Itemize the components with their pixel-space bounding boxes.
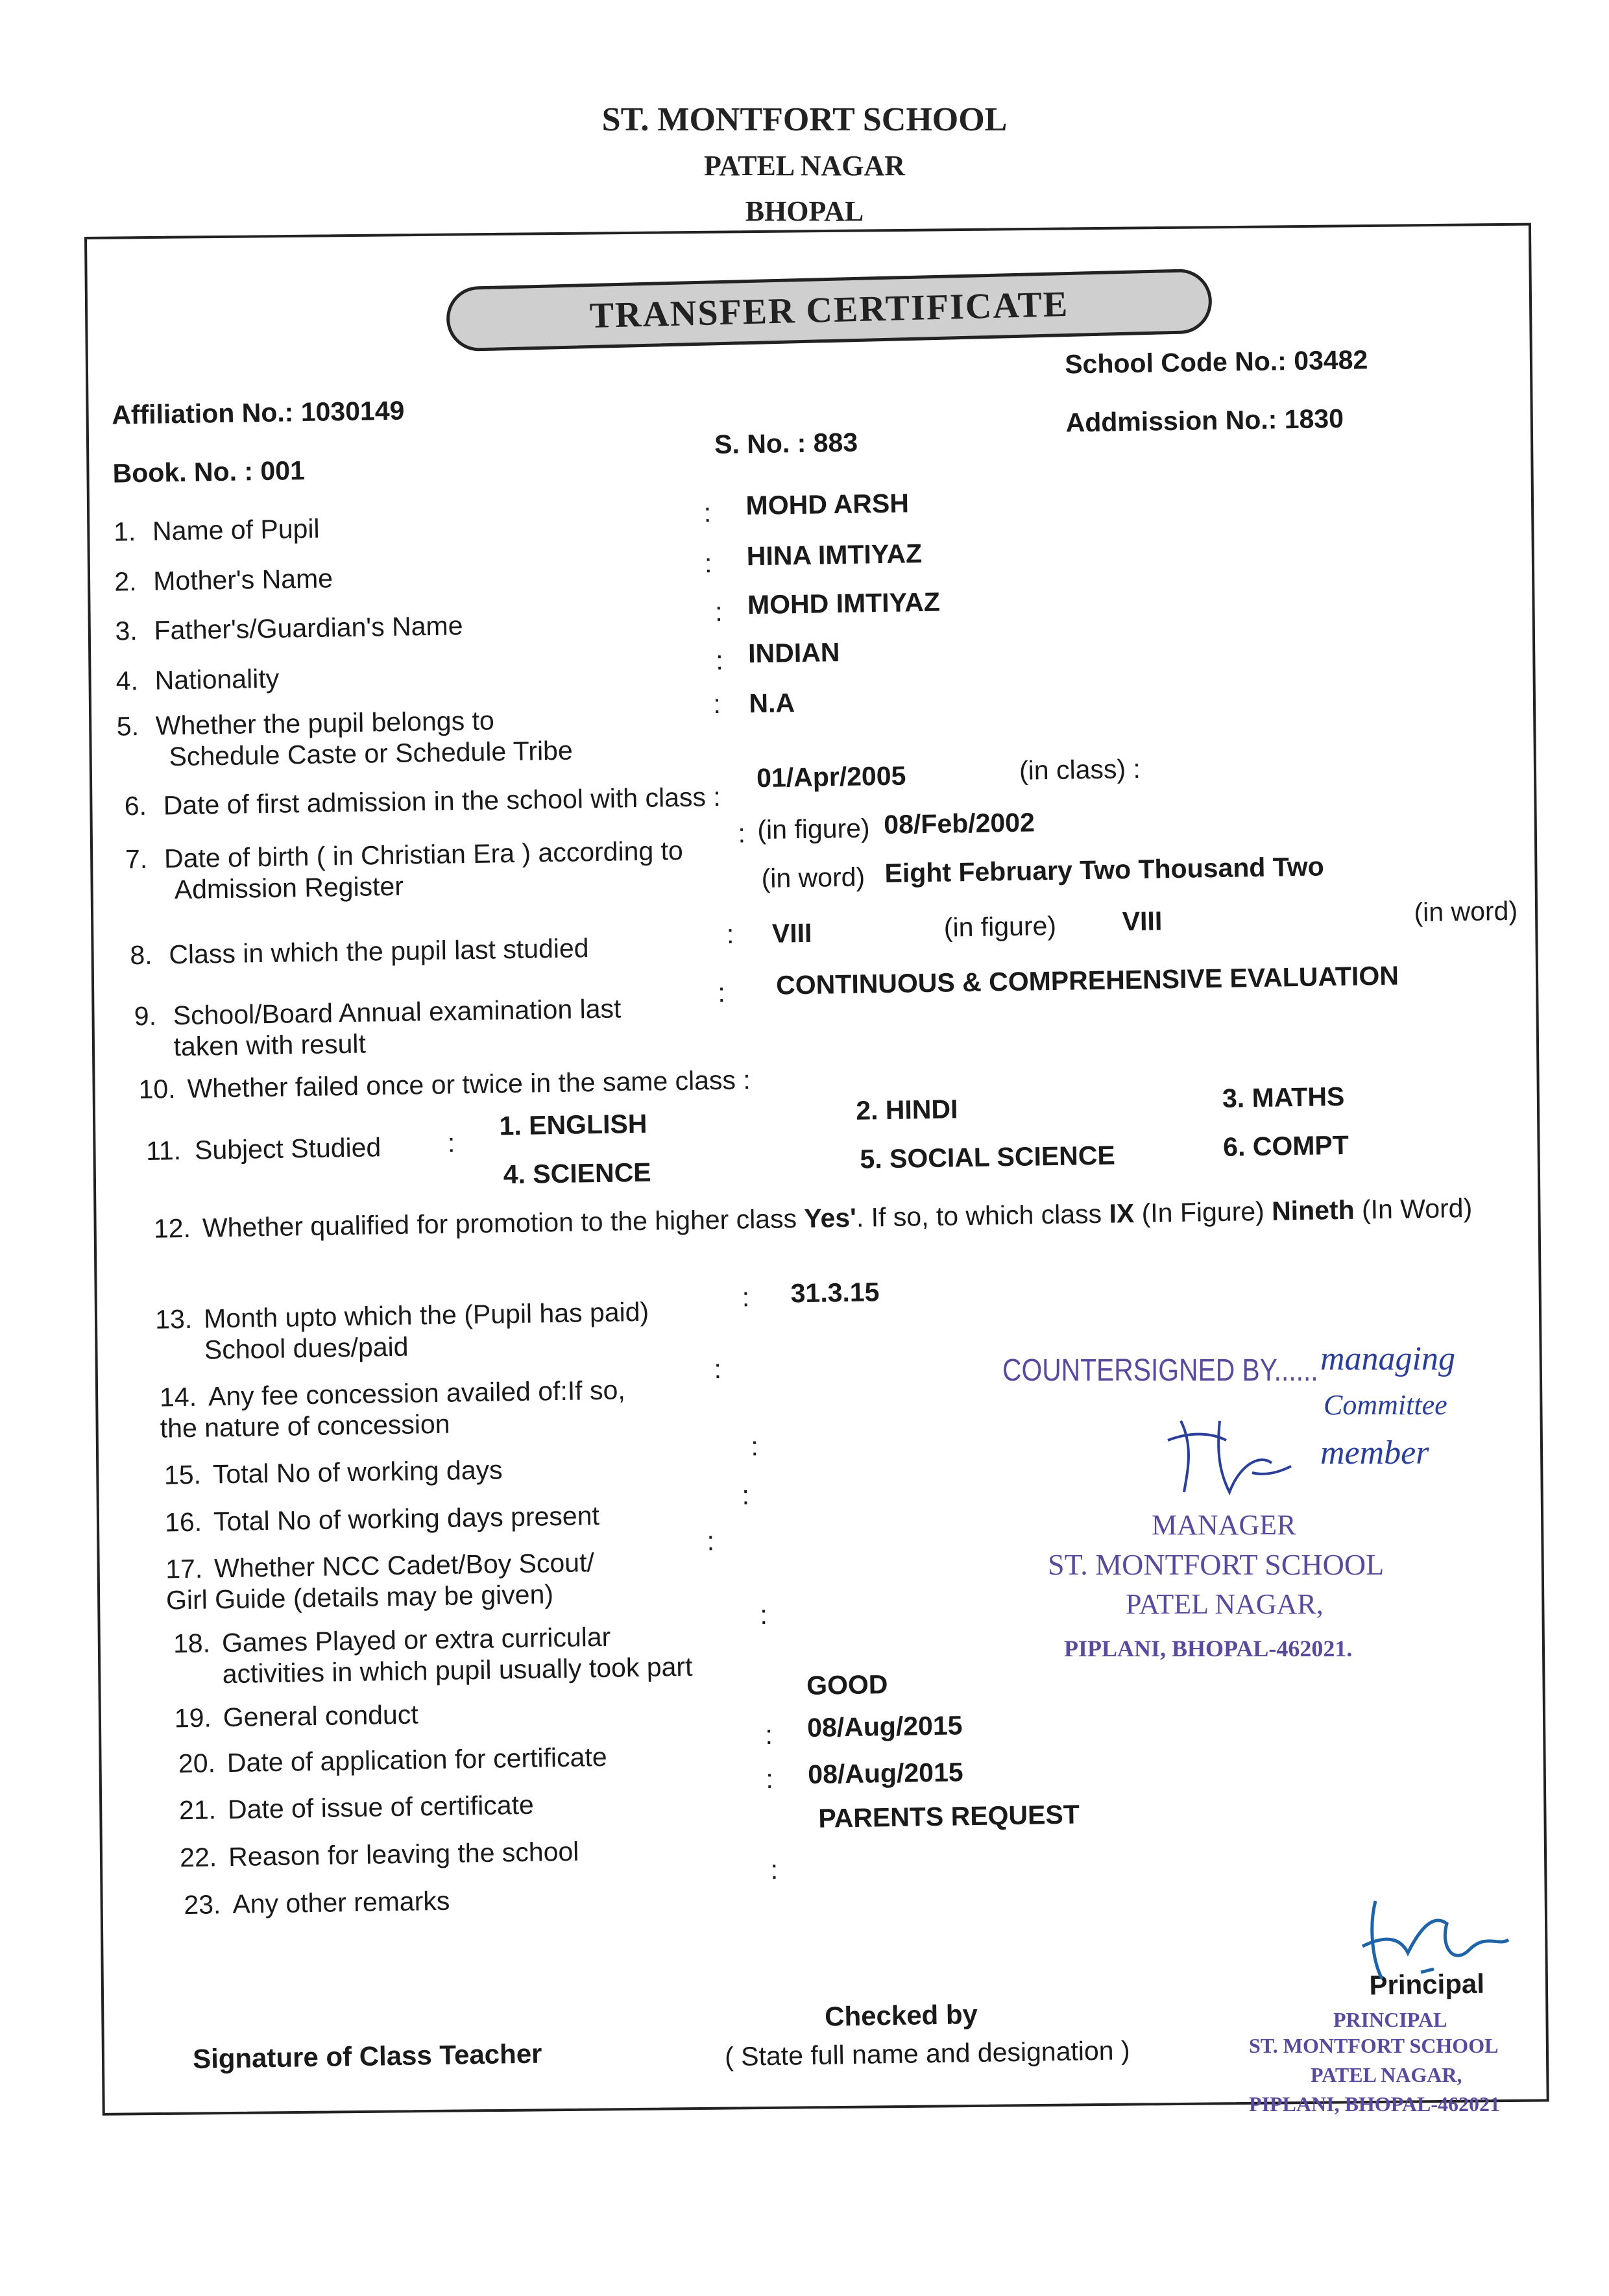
item-2	[114, 563, 333, 597]
principal-signature	[1337, 1888, 1544, 1992]
item-16	[165, 1501, 599, 1538]
item-17-label-2: Girl Guide (details may be given)	[165, 1579, 554, 1615]
manager-signature	[1155, 1395, 1324, 1505]
item-9-label-2: taken with result	[173, 1028, 367, 1062]
item-2-num: 2.	[114, 566, 137, 597]
class-figure-label: (in figure)	[943, 910, 1057, 943]
item-9-label: School/Board Annual examination last	[173, 993, 622, 1031]
subject-6: 6. COMPT	[1222, 1130, 1349, 1162]
item-12	[154, 1193, 1473, 1244]
dob-figure-label: (in figure)	[757, 813, 870, 845]
certificate-title: TRANSFER CERTIFICATE	[589, 284, 1069, 337]
item-1-num: 1.	[113, 516, 136, 547]
item-23	[184, 1886, 450, 1920]
principal-stamp-school: ST. MONTFORT SCHOOL	[1249, 2034, 1499, 2057]
promotion-class-figure: IX	[1109, 1198, 1135, 1229]
subject-3: 3. MATHS	[1222, 1081, 1345, 1113]
item-16-num: 16.	[164, 1506, 202, 1538]
colon: :	[726, 919, 734, 949]
item-4-num: 4.	[115, 666, 139, 696]
item-17-num: 17.	[165, 1553, 203, 1584]
item-7-label: Date of birth ( in Christian Era ) according to	[163, 835, 684, 874]
manager-title: MANAGER	[1152, 1509, 1296, 1541]
colon: :	[714, 596, 723, 627]
dob-word-label: (in word)	[761, 862, 865, 893]
item-13-label-2: School dues/paid	[204, 1331, 409, 1365]
item-11-num: 11.	[145, 1135, 182, 1166]
item-22	[180, 1837, 579, 1874]
item-23-label: Any other remarks	[232, 1885, 450, 1919]
class-word-label: (in word)	[1414, 895, 1518, 928]
item-19-num: 19.	[174, 1702, 212, 1734]
nationality: INDIAN	[747, 637, 840, 669]
dob-word: Eight February Two Thousand Two	[884, 851, 1325, 889]
item-9	[134, 993, 621, 1032]
checked-by-label: Checked by	[824, 1998, 978, 2032]
colon: :	[714, 1354, 722, 1384]
principal-stamp-address: PIPLANI, BHOPAL-462021	[1249, 2092, 1500, 2116]
colon: :	[760, 1599, 768, 1630]
item-16-label: Total No of working days present	[213, 1501, 600, 1537]
school-code: School Code No.: 03482	[1064, 344, 1368, 380]
colon: :	[718, 977, 726, 1008]
manager-school: ST. MONTFORT SCHOOL	[1048, 1548, 1385, 1581]
item-12-label: Whether qualified for promotion to the higher class	[202, 1203, 797, 1243]
item-9-num: 9.	[134, 1000, 157, 1032]
colon: :	[770, 1854, 779, 1885]
item-13-num: 13.	[154, 1303, 193, 1335]
application-date: 08/Aug/2015	[806, 1710, 963, 1743]
colon: :	[704, 548, 712, 579]
item-6	[124, 782, 721, 821]
class-teacher-signature-label: Signature of Class Teacher	[192, 2038, 542, 2074]
item-3	[115, 610, 463, 646]
item-11-label: Subject Studied	[194, 1132, 381, 1165]
dues-paid: 31.3.15	[790, 1277, 880, 1309]
item-17-label: Whether NCC Cadet/Boy Scout/	[213, 1547, 595, 1584]
item-1-label: Name of Pupil	[152, 513, 320, 546]
item-20	[178, 1742, 607, 1779]
item-1	[114, 514, 320, 548]
item-23-num: 23.	[183, 1889, 221, 1920]
item-3-label: Father's/Guardian's Name	[154, 610, 463, 646]
serial-no: S. No. : 883	[714, 427, 858, 460]
item-5-label-2: Schedule Caste or Schedule Tribe	[169, 735, 574, 772]
item-22-num: 22.	[179, 1842, 217, 1873]
subject-4: 4. SCIENCE	[503, 1157, 651, 1190]
pupil-name: MOHD ARSH	[745, 488, 910, 521]
item-14-label: Any fee concession availed of:If so,	[208, 1375, 626, 1412]
item-8-label: Class in which the pupil last studied	[168, 933, 589, 970]
item-7-num: 7.	[125, 843, 148, 875]
father-name: MOHD IMTIYAZ	[747, 586, 941, 620]
item-20-label: Date of application for certificate	[226, 1741, 607, 1778]
colon: :	[742, 1480, 750, 1510]
admission-date: 01/Apr/2005	[756, 760, 906, 793]
item-5-label: Whether the pupil belongs to	[155, 705, 495, 741]
colon: :	[703, 498, 712, 528]
school-area: PATEL NAGAR	[703, 150, 906, 182]
item-7-label-2: Admission Register	[174, 871, 404, 905]
general-conduct: GOOD	[806, 1669, 888, 1701]
subject-1: 1. ENGLISH	[499, 1108, 647, 1141]
item-19	[174, 1699, 418, 1734]
colon: :	[738, 818, 746, 849]
manager-area: PATEL NAGAR,	[1126, 1588, 1324, 1620]
last-class-2: VIII	[1122, 906, 1163, 937]
item-4	[115, 664, 279, 697]
item-3-num: 3.	[115, 616, 138, 646]
last-class: VIII	[771, 917, 812, 949]
item-12-mid: . If so, to which class	[856, 1198, 1102, 1233]
principal-stamp-title: PRINCIPAL	[1333, 2008, 1447, 2031]
item-18-label-2: activities in which pupil usually took part	[222, 1651, 693, 1689]
item-10-label: Whether failed once or twice in the same class :	[187, 1065, 751, 1104]
countersigned-stamp: COUNTERSIGNED BY......	[1002, 1353, 1318, 1388]
leaving-reason: PARENTS REQUEST	[818, 1799, 1080, 1833]
item-13	[155, 1297, 649, 1335]
item-14	[160, 1375, 625, 1412]
item-5	[116, 705, 494, 742]
colon: :	[751, 1431, 759, 1462]
figure-label: (In Figure)	[1141, 1196, 1265, 1228]
item-8	[130, 933, 589, 971]
item-13-label: Month upto which the (Pupil has paid)	[203, 1296, 649, 1334]
item-15-label: Total No of working days	[212, 1455, 503, 1490]
checked-by-note: ( State full name and designation )	[724, 2035, 1130, 2072]
school-name: ST. MONTFORT SCHOOL	[601, 101, 1008, 138]
admission-no: Addmission No.: 1830	[1065, 403, 1344, 438]
item-21	[179, 1790, 534, 1826]
dob-figure: 08/Feb/2002	[883, 807, 1035, 840]
item-21-num: 21.	[178, 1795, 217, 1826]
affiliation-no: Affiliation No.: 1030149	[111, 395, 405, 430]
colon: :	[764, 1719, 773, 1750]
in-class-label: (in class) :	[1019, 753, 1141, 786]
item-15-num: 15.	[163, 1459, 202, 1490]
item-6-label: Date of first admission in the school with class :	[163, 781, 721, 821]
subject-2: 2. HINDI	[855, 1094, 958, 1126]
colon: :	[715, 645, 724, 676]
caste-value: N.A	[749, 688, 795, 719]
exam-result: CONTINUOUS & COMPREHENSIVE EVALUATION	[775, 960, 1399, 1000]
principal-stamp-area: PATEL NAGAR,	[1311, 2063, 1462, 2086]
item-14-label-2: the nature of concession	[160, 1408, 450, 1444]
principal-label: Principal	[1369, 1968, 1485, 2001]
item-21-label: Date of issue of certificate	[227, 1789, 535, 1825]
item-5-num: 5.	[116, 711, 139, 742]
colon: :	[447, 1128, 455, 1158]
handwritten-managing: managing	[1320, 1340, 1455, 1377]
colon: :	[713, 688, 721, 719]
item-10	[138, 1065, 751, 1105]
item-15	[164, 1455, 503, 1490]
item-7	[125, 836, 683, 875]
school-city: BHOPAL	[745, 195, 864, 227]
item-8-num: 8.	[129, 939, 152, 971]
item-19-label: General conduct	[223, 1699, 419, 1733]
item-12-num: 12.	[153, 1213, 191, 1244]
word-label: (In Word)	[1361, 1192, 1473, 1225]
item-20-num: 20.	[178, 1748, 216, 1779]
item-18-num: 18.	[173, 1628, 211, 1659]
issue-date: 08/Aug/2015	[807, 1757, 963, 1790]
manager-address: PIPLANI, BHOPAL-462021.	[1064, 1636, 1353, 1662]
item-10-num: 10.	[138, 1074, 176, 1105]
mother-name: HINA IMTIYAZ	[746, 538, 923, 572]
item-6-num: 6.	[124, 790, 147, 821]
item-4-label: Nationality	[154, 663, 280, 695]
item-18-label: Games Played or extra curricular	[221, 1621, 611, 1658]
colon: :	[742, 1282, 750, 1312]
item-22-label: Reason for leaving the school	[228, 1836, 579, 1872]
item-11	[146, 1132, 381, 1166]
item-2-label: Mother's Name	[152, 563, 333, 596]
promotion-class-word: Nineth	[1271, 1194, 1355, 1226]
colon: :	[766, 1763, 774, 1795]
handwritten-member: member	[1320, 1434, 1429, 1471]
subject-5: 5. SOCIAL SCIENCE	[860, 1140, 1116, 1174]
promotion-yes: Yes'	[804, 1202, 857, 1234]
item-14-num: 14.	[159, 1381, 197, 1412]
colon: :	[707, 1526, 715, 1556]
book-no: Book. No. : 001	[112, 455, 306, 489]
handwritten-committee: Committee	[1324, 1389, 1447, 1421]
